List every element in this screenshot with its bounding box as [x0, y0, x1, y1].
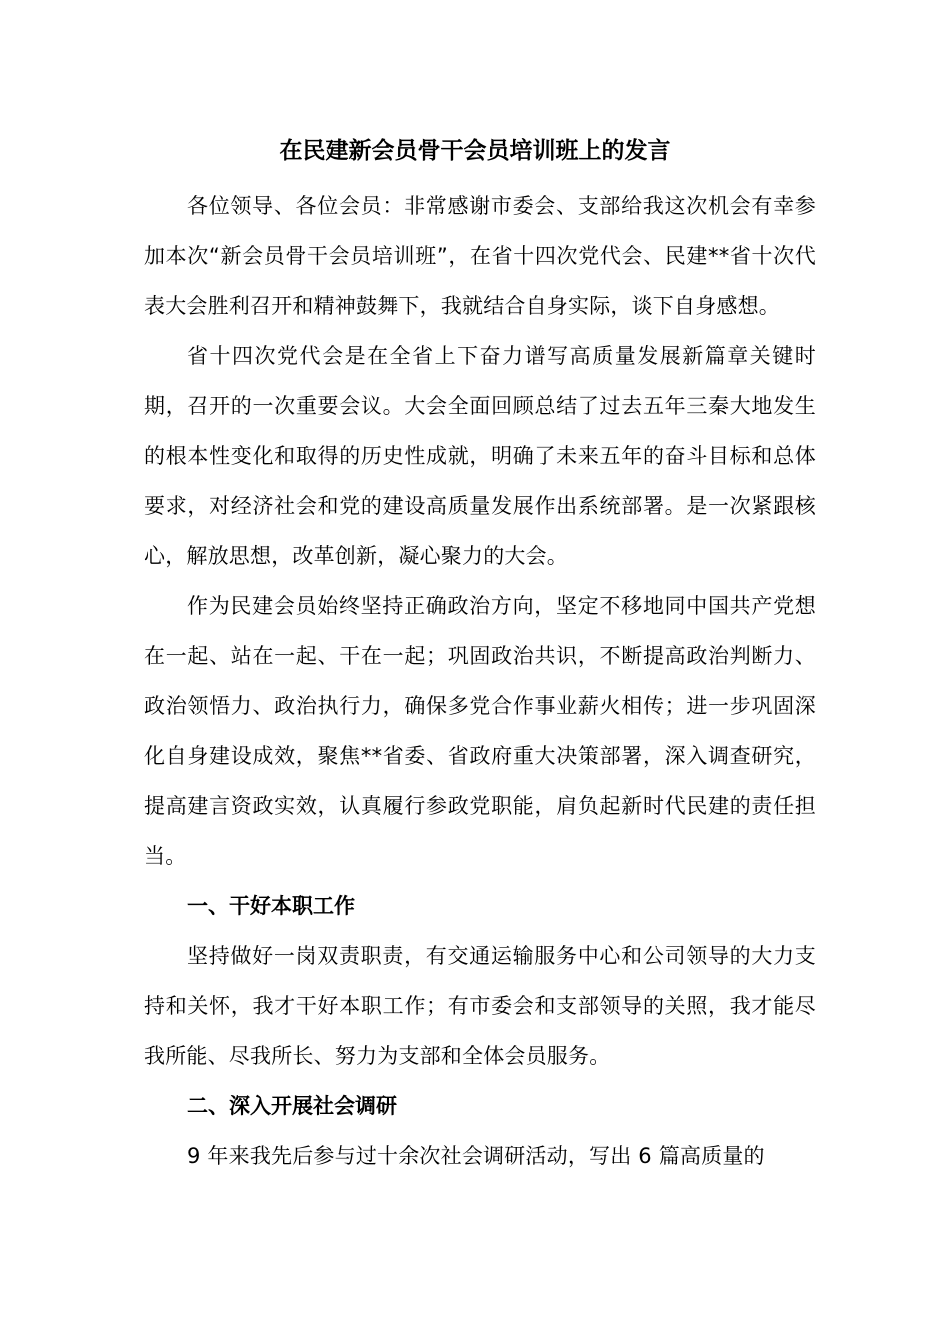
paragraph-political-direction: 作为民建会员始终坚持正确政治方向，坚定不移地同中国共产党想在一起、站在一起、干在一起；巩固政治共识，不断提高政治判断力、政治领悟力、政治执行力，确保多党合作事业薪火相传；进一步巩固深化自身建设成效，聚焦**省委、省政府重大决策部署，深入调查研究，提高建言资政实效，认真履行参政党职能，肩负起新时代民建的责任担当。 — [144, 594, 816, 868]
paragraph-congress-overview: 省十四次党代会是在全省上下奋力谱写高质量发展新篇章关键时期，召开的一次重要会议。大会全面回顾总结了过去五年三秦大地发生的根本性变化和取得的历史性成就，明确了未来五年的奋斗目标和总体要求，对经济社会和党的建设高质量发展作出系统部署。是一次紧跟核心，解放思想，改革创新，凝心聚力的大会。 — [144, 344, 816, 568]
document-body — [144, 181, 816, 1181]
paragraph-job-duties: 坚持做好一岗双责职责，有交通运输服务中心和公司领导的大力支持和关怀，我才干好本职工作；有市委会和支部领导的关照，我才能尽我所能、尽我所长、努力为支部和全体会员服务。 — [144, 944, 816, 1068]
document-title: 在民建新会员骨干会员培训班上的发言 — [279, 138, 671, 164]
section-heading-1: 一、干好本职工作 — [187, 894, 355, 918]
paragraph-greeting: 各位领导、各位会员：非常感谢市委会、支部给我这次机会有幸参加本次“新会员骨干会员培训班”，在省十四次党代会、民建**省十次代表大会胜利召开和精神鼓舞下，我就结合自身实际，谈下自身感想。 — [144, 194, 816, 318]
section-heading-2: 二、深入开展社会调研 — [187, 1094, 397, 1118]
paragraph-research: 9 年来我先后参与过十余次社会调研活动，写出 6 篇高质量的 — [187, 1144, 765, 1168]
